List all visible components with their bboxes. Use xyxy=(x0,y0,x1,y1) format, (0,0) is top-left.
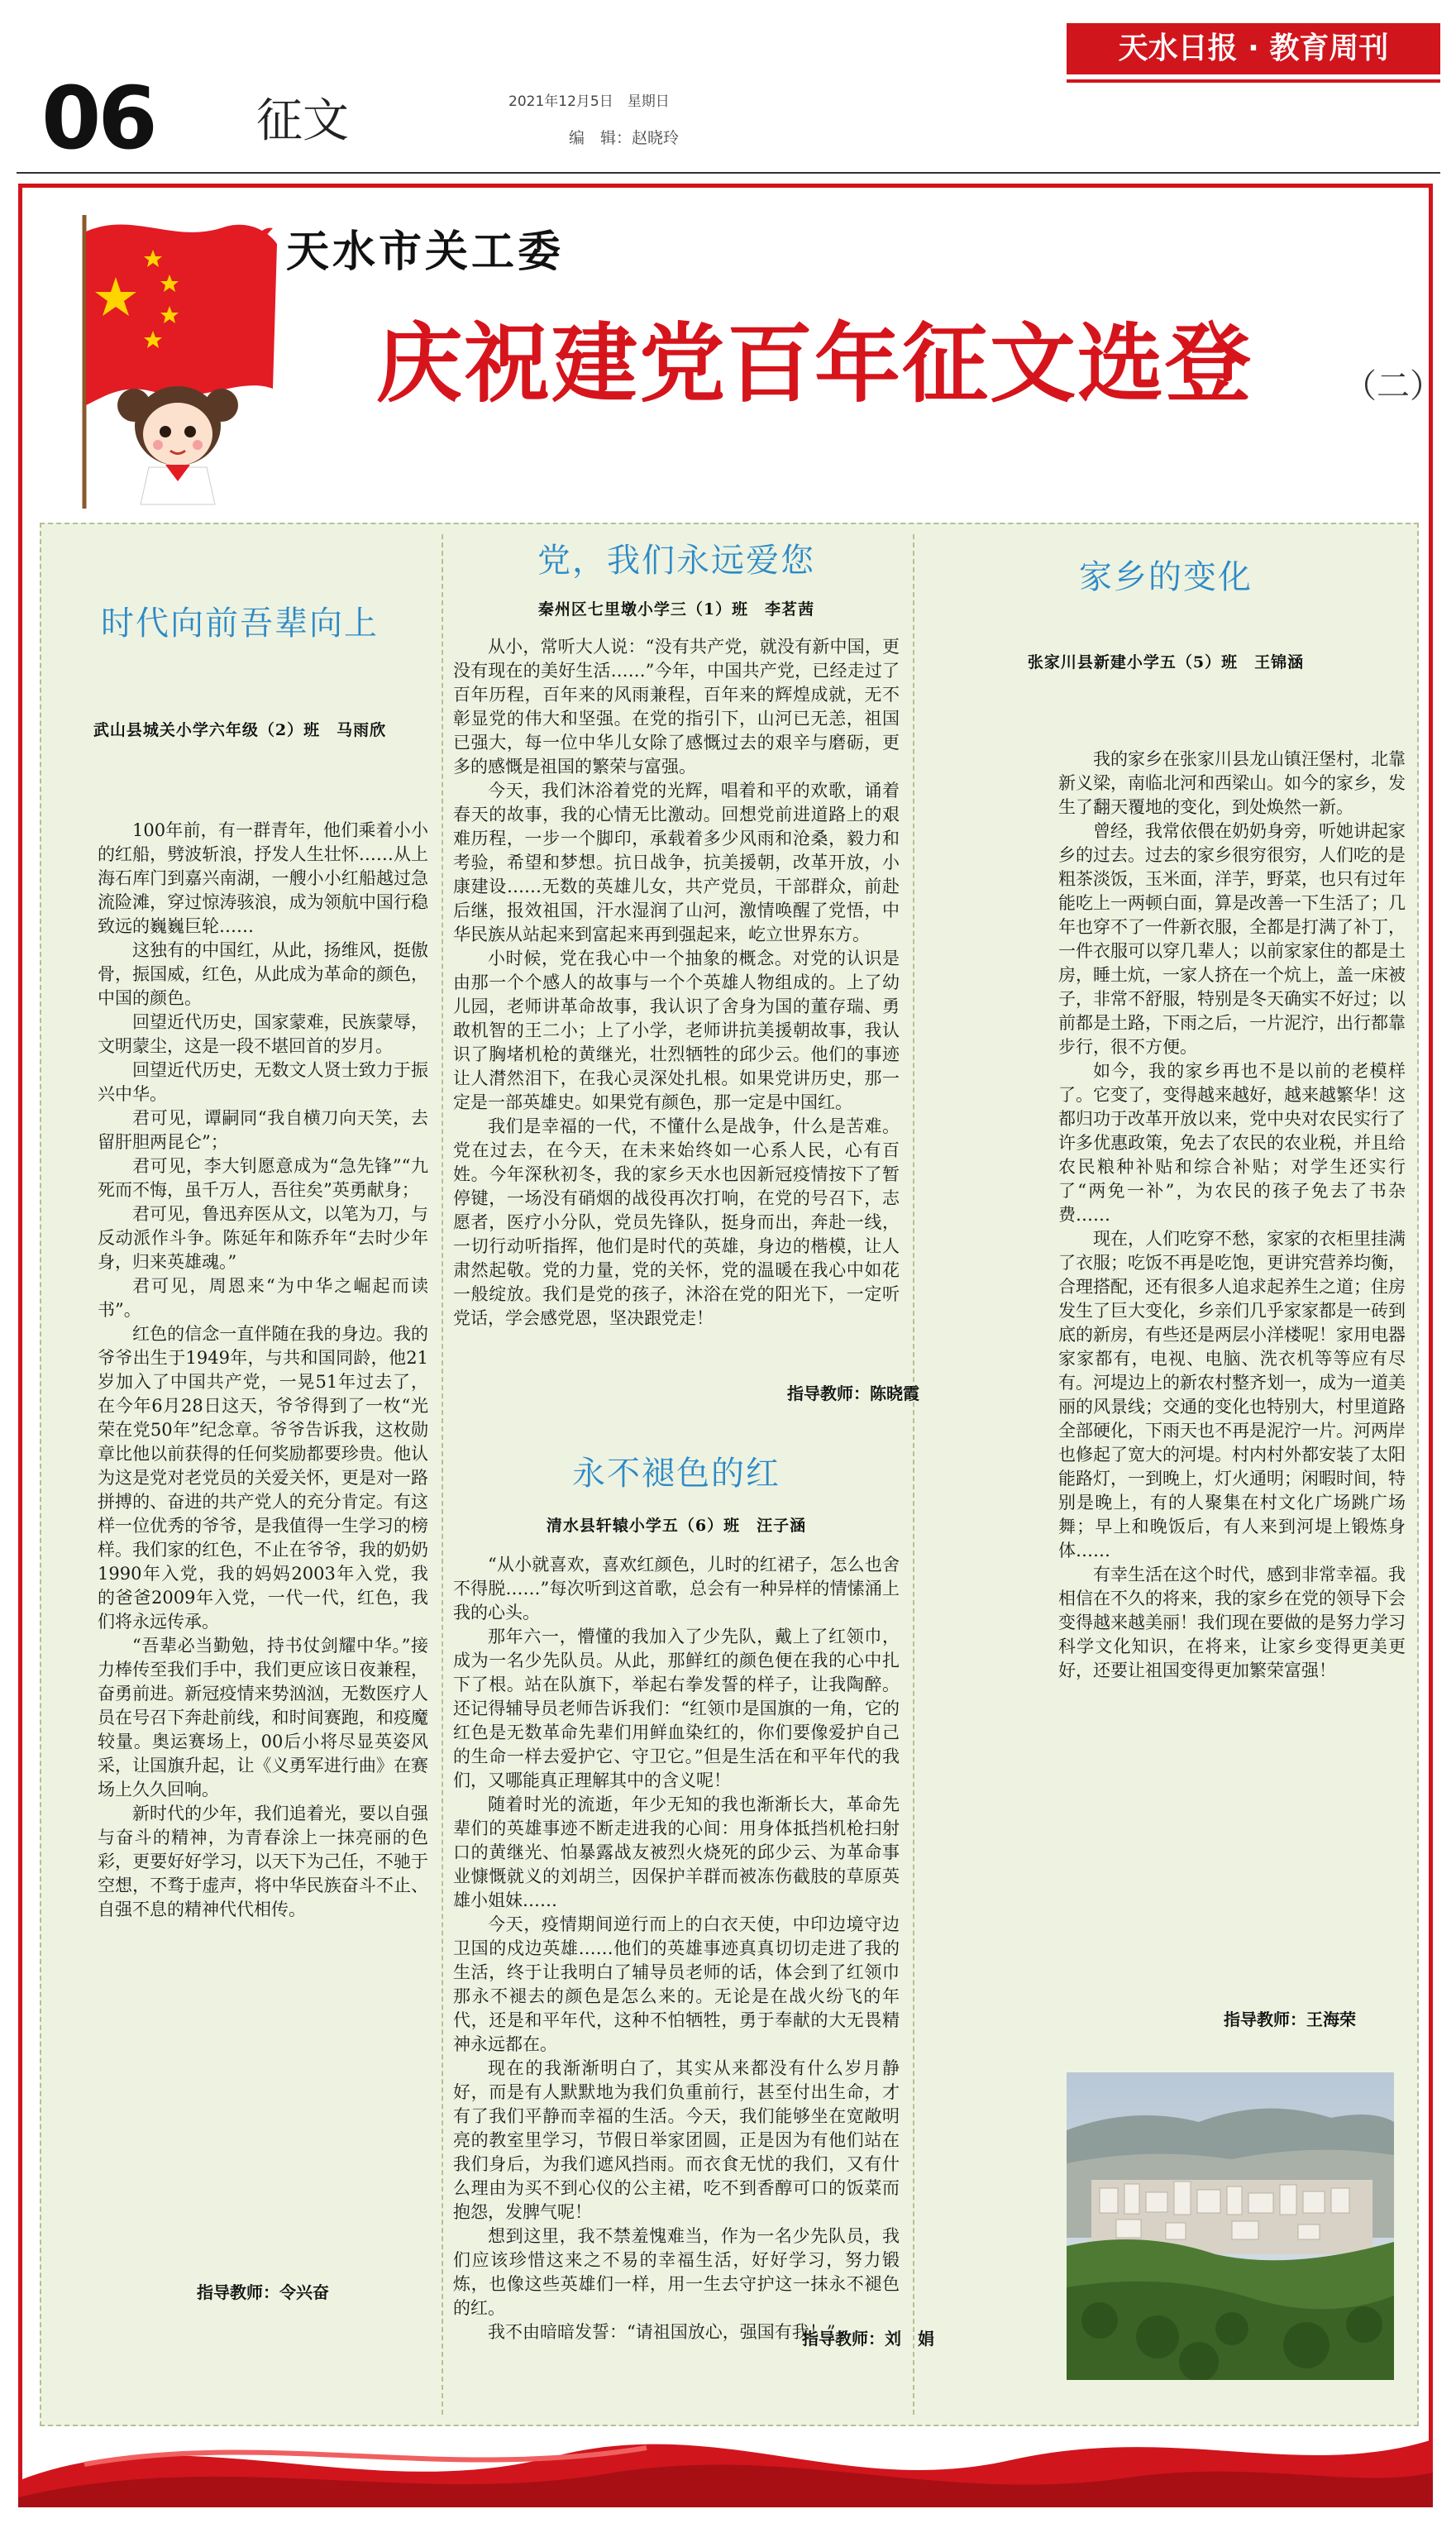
dove-icon xyxy=(236,222,274,255)
article-byline: 张家川县新建小学五（5）班 王锦涵 xyxy=(1027,653,1305,671)
article-body xyxy=(453,1553,900,2344)
article-title: 永不褪色的红 xyxy=(572,1455,781,1493)
mentor-credit: 指导教师：王海荣 xyxy=(1224,2009,1356,2029)
article-paragraph: 曾经，我常依偎在奶奶身旁，听她讲起家乡的过去。过去的家乡很穷很穷，人们吃的是粗茶淡饭，玉米面，洋芋，野菜，也只有过年能吃上一两顿白面，算是改善一下生活了；几年也穿不了一件新衣服，全都是打满了补丁，一件衣服可以穿几辈人；以前家家住的都是土房，睡土炕，一家人挤在一个炕上，盖一床被子，非常不舒服，特别是冬天确实不好过；以前都是土路，下雨之后，一片泥泞，出行都靠步行，很不方便。 xyxy=(1058,821,1406,1057)
issue-date: 2021年12月5日 星期日 xyxy=(508,93,670,110)
article-byline: 武山县城关小学六年级（2）班 马雨欣 xyxy=(93,721,387,739)
article-byline: 秦州区七里墩小学三（1）班 李茗茜 xyxy=(537,600,815,619)
article-body xyxy=(98,819,428,1922)
mentor-credit: 指导教师：刘 娟 xyxy=(802,2329,934,2349)
mentor-credit: 指导教师：陈晓霞 xyxy=(787,1383,919,1403)
girl-face xyxy=(143,403,212,466)
article-paragraph: 回望近代历史，无数文人贤士致力于振兴中华。 xyxy=(98,1060,428,1104)
article-paragraph: 红色的信念一直伴随在我的身边。我的爷爷出生于1949年，与共和国同龄，他21岁加入了中国共产党，一晃51年过去了，在今年6月28日这天，爷爷得到了一枚“光荣在党50年”纪念章。爷爷告诉我，这枚勋章比他以前获得的任何奖励都要珍贵。他认为这是党对老党员的关爱关怀，更是对一路拼搏的、奋进的共产党人的充分肯定。有这样一位优秀的爷爷，是我值得一生学习的榜样。我们家的红色，不止在爷爷，我的奶奶1990年入党，我的妈妈2003年入党，我的爸爸2009年入党，一代一代，红色，我们将永远传承。 xyxy=(98,1324,428,1632)
article-paragraph: 我们是幸福的一代，不懂什么是战争，什么是苦难。党在过去，在今天，在未来始终如一心系人民，心有百姓。今年深秋初冬，我的家乡天水也因新冠疫情按下了暂停键，一场没有硝烟的战役再次打响，在党的号召下，志愿者，医疗小分队，党员先锋队，挺身而出，奔赴一线，一切行动听指挥，他们是时代的英雄，身边的楷模，让人肃然起敬。党的力量，党的关怀，党的温暖在我心中如花一般绽放。我们是党的孩子，沐浴在党的阳光下，一定听党话，学会感党恩，坚决跟党走！ xyxy=(453,1116,900,1328)
article-paragraph: 如今，我的家乡再也不是以前的老模样了。它变了，变得越来越好，越来越繁华！这都归功于改革开放以来，党中央对农民实行了许多优惠政策，免去了农民的农业税，并且给农民粮种补贴和综合补贴；对学生还实行了“两免一补”，为农民的孩子免去了书杂费…… xyxy=(1058,1061,1406,1225)
section-name: 征文 xyxy=(256,94,349,148)
article-paragraph: 回望近代历史，国家蒙难，民族蒙辱，文明蒙尘，这是一段不堪回首的岁月。 xyxy=(98,1012,428,1056)
column-divider xyxy=(913,534,914,2415)
article-paragraph: 我的家乡在张家川县龙山镇汪堡村，北靠新义梁，南临北河和西梁山。如今的家乡，发生了翻天覆地的变化，到处焕然一新。 xyxy=(1058,749,1406,817)
article-paragraph: 随着时光的流逝，年少无知的我也渐渐长大，革命先辈们的英雄事迹不断走进我的心间：用身体抵挡机枪扫射口的黄继光、怕暴露战友被烈火烧死的邱少云、为革命事业慷慨就义的刘胡兰，因保护羊群而被冻伤截肢的草原英雄小姐妹…… xyxy=(453,1794,900,1910)
masthead-rule xyxy=(1067,79,1440,83)
article-paragraph: 君可见，谭嗣同“我自横刀向天笑，去留肝胆两昆仑”； xyxy=(98,1108,428,1152)
column-divider xyxy=(442,534,443,2415)
page-number: 06 xyxy=(41,68,155,169)
article-paragraph: 从小，常听大人说：“没有共产党，就没有新中国，更没有现在的美好生活……”今年，中国共产党，已经走过了百年历程，百年来的风雨兼程，百年来的辉煌成就，无不彰显党的伟大和坚强。在党的指引下，山河已无恙，祖国已强大，每一位中华儿女除了感慨过去的艰辛与磨砺，更多的感慨是祖国的繁荣与富强。 xyxy=(453,637,900,777)
article-paragraph: 君可见，周恩来“为中华之崛起而读书”。 xyxy=(98,1276,428,1320)
article-body xyxy=(1058,748,1406,1683)
editor-credit: 编 辑：赵晓玲 xyxy=(569,129,680,147)
article-paragraph: 君可见，鲁迅弃医从文，以笔为刀，与反动派作斗争。陈延年和陈乔年“去时少年身，归来英雄魂。” xyxy=(98,1204,428,1272)
article-paragraph: 我不由暗暗发誓：“请祖国放心，强国有我！” xyxy=(488,2322,836,2342)
article-paragraph: 现在，人们吃穿不愁，家家的衣柜里挂满了衣服；吃饭不再是吃饱，更讲究营养均衡，合理搭配，还有很多人追求起养生之道；住房发生了巨大变化，乡亲们几乎家家都是一砖到底的新房，有些还是两层小洋楼呢！家用电器家家都有，电视、电脑、洗衣机等等应有尽有。河堤边上的新农村整齐划一，成为一道美丽的风景线；交通的变化也特别大，村里道路全部硬化，下雨天也不再是泥泞一片。河两岸也修起了宽大的河堤。村内村外都安装了太阳能路灯，一到晚上，灯火通明；闲暇时间，特别是晚上，有的人聚集在村文化广场跳广场舞；早上和晚饭后，有人来到河堤上锻炼身体…… xyxy=(1058,1229,1406,1560)
article-title: 时代向前吾辈向上 xyxy=(101,605,379,643)
masthead-banner: 天水日报 · 教育周刊 xyxy=(1067,23,1440,74)
mentor-credit: 指导教师：令兴奋 xyxy=(197,2282,329,2302)
article-paragraph: 想到这里，我不禁羞愧难当，作为一名少先队员，我们应该珍惜这来之不易的幸福生活，好好学习，努力锻炼，也像这些英雄们一样，用一生去守护这一抹永不褪色的红。 xyxy=(453,2226,900,2318)
article-paragraph: 这独有的中国红，从此，扬维风，挺傲骨，振国威，红色，从此成为革命的颜色，中国的颜色。 xyxy=(98,940,428,1008)
committee-name: 天水市关工委 xyxy=(286,227,565,277)
article-body xyxy=(453,635,900,1331)
headline-part-number: （二） xyxy=(1344,367,1443,405)
article-paragraph: “从小就喜欢，喜欢红颜色，儿时的红裙子，怎么也舍不得脱……”每次听到这首歌，总会有一种异样的情愫涌上我的心头。 xyxy=(453,1555,900,1622)
red-ribbon-decoration xyxy=(18,2382,1433,2507)
article-paragraph: 新时代的少年，我们追着光，要以自强与奋斗的精神，为青春涂上一抹亮丽的色彩，更要好好学习，以天下为己任，不驰于空想，不骛于虚声，将中华民族奋斗不止、自强不息的精神代代相传。 xyxy=(98,1804,428,1919)
article-paragraph: “吾辈必当勤勉，持书仗剑耀中华。”接力棒传至我们手中，我们更应该日夜兼程，奋勇前进。新冠疫情来势汹汹，无数医疗人员在号召下奔赴前线，和时间赛跑，和疫魔较量。奥运赛场上，00后小将尽显英姿风采，让国旗升起，让《义勇军进行曲》在赛场上久久回响。 xyxy=(98,1636,428,1799)
article-paragraph: 今天，疫情期间逆行而上的白衣天使，中印边境守边卫国的戍边英雄……他们的英雄事迹真真切切走进了我的生活，终于让我明白了辅导员老师的话，体会到了红领巾那永不褪去的颜色是怎么来的。无论是在战火纷飞的年代，还是和平年代，这种不怕牺牲，勇于奉献的大无畏精神永远都在。 xyxy=(453,1914,900,2054)
article-paragraph: 今天，我们沐浴着党的光辉，唱着和平的欢歌，诵着春天的故事，我的心情无比激动。回想党前进道路上的艰难历程，一步一个脚印，承载着多少风雨和沧桑，毅力和考验，希望和梦想。抗日战争，抗美援朝，改革开放，小康建设……无数的英雄儿女，共产党员，干部群众，前赴后继，报效祖国，汗水湿润了山河，激情唤醒了党悟，中华民族从站起来到富起来再到强起来，屹立世界东方。 xyxy=(453,781,900,944)
article-paragraph: 小时候，党在我心中一个抽象的概念。对党的认识是由那一个个感人的故事与一个个英雄人物组成的。上了幼儿园，老师讲革命故事，我认识了舍身为国的董存瑞、勇敢机智的王二小；上了小学，老师讲抗美援朝故事，我认识了胸堵机枪的黄继光，壮烈牺牲的邱少云。他们的事迹让人潸然泪下，在我心灵深处扎根。如果党讲历史，那一定是一部英雄史。如果党有颜色，那一定是中国红。 xyxy=(453,949,900,1112)
article-title: 党，我们永远爱您 xyxy=(537,542,815,580)
main-headline: 庆祝建党百年征文选登 xyxy=(376,313,1253,414)
article-title: 家乡的变化 xyxy=(1079,558,1253,596)
article-paragraph: 那年六一，懵懂的我加入了少先队，戴上了红领巾，成为一名少先队员。从此，那鲜红的颜色便在我的心中扎下了根。站在队旗下，举起右拳发誓的样子，让我陶醉。还记得辅导员老师告诉我们：“红领巾是国旗的一角，它的红色是无数革命先辈们用鲜血染红的，你们要像爱护自己的生命一样去爱护它、守卫它。”但是生活在和平年代的我们，又哪能真正理解其中的含义呢！ xyxy=(453,1627,900,1790)
article-paragraph: 有幸生活在这个时代，感到非常幸福。我相信在不久的将来，我的家乡在党的领导下会变得越来越美丽！我们现在要做的是努力学习科学文化知识，在将来，让家乡变得更美更好，还要让祖国变得更加繁荣富强！ xyxy=(1058,1565,1406,1680)
article-paragraph: 君可见，李大钊愿意成为“急先锋”“九死而不悔，虽千万人，吾往矣”英勇献身； xyxy=(98,1156,428,1200)
article-paragraph: 现在的我渐渐明白了，其实从来都没有什么岁月静好，而是有人默默地为我们负重前行，甚至付出生命，才有了我们平静而幸福的生活。今天，我们能够坐在宽敞明亮的教室里学习，节假日举家团圆，正是因为有他们站在我们身后，为我们遮风挡雨。而衣食无忧的我们，又有什么理由为买不到心仪的公主裙，吃不到香醇可口的饭菜而抱怨，发脾气呢！ xyxy=(453,2058,900,2222)
article-byline: 清水县轩辕小学五（6）班 汪子涵 xyxy=(546,1517,807,1535)
town-photo xyxy=(1067,2072,1394,2380)
header-rule xyxy=(17,172,1440,174)
article-paragraph: 100年前，有一群青年，他们乘着小小的红船，劈波斩浪，抒发人生壮怀……从上海石库门到嘉兴南湖，一艘小小红船越过急流险滩，穿过惊涛骇浪，成为领航中国行稳致远的巍巍巨轮…… xyxy=(98,820,428,936)
